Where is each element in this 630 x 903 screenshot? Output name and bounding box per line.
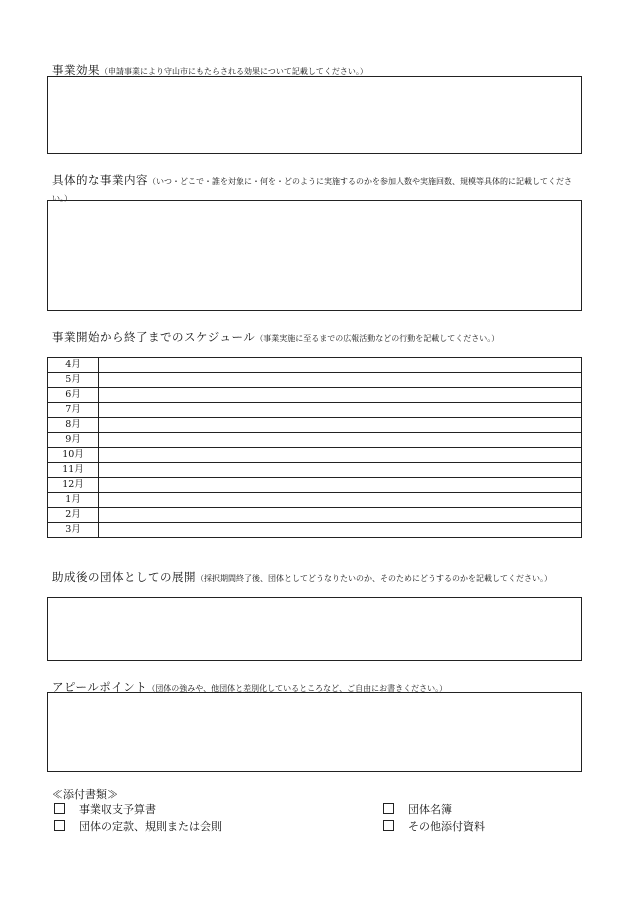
checkbox-icon[interactable]: [383, 803, 394, 814]
appeal-note: （団体の強みや、他団体と差別化しているところなど、ご自由にお書きください。）: [147, 684, 448, 693]
schedule-row: [48, 388, 582, 403]
checkbox-icon[interactable]: [54, 820, 65, 831]
future-input-box[interactable]: [47, 597, 582, 661]
schedule-row: [48, 463, 582, 478]
schedule-cell[interactable]: [99, 493, 582, 508]
schedule-row: [48, 418, 582, 433]
month-label: 3月: [48, 523, 99, 538]
schedule-cell[interactable]: [99, 433, 582, 448]
schedule-cell[interactable]: [99, 448, 582, 463]
schedule-row: [48, 508, 582, 523]
month-label: 7月: [48, 403, 99, 418]
month-label: 9月: [48, 433, 99, 448]
schedule-row: [48, 493, 582, 508]
month-label: 6月: [48, 388, 99, 403]
schedule-cell[interactable]: [99, 478, 582, 493]
attachment-label: 団体名簿: [408, 803, 452, 816]
content-note: （いつ・どこで・誰を対象に・何を・どのように実施するのかを参加人数や実施回数、規模等具体的に記載してください。）: [52, 177, 572, 203]
schedule-title: 事業開始から終了までのスケジュール: [52, 330, 256, 344]
schedule-cell[interactable]: [99, 373, 582, 388]
schedule-row: [48, 478, 582, 493]
content-title: 具体的な事業内容: [52, 173, 148, 187]
schedule-row: [48, 403, 582, 418]
attachments-title: ≪添付書類≫: [52, 788, 118, 801]
appeal-input-box[interactable]: [47, 692, 582, 772]
content-input-box[interactable]: [47, 200, 582, 311]
effect-note: （申請事業により守山市にもたらされる効果について記載してください。）: [100, 67, 368, 76]
schedule-row: [48, 358, 582, 373]
future-heading: [52, 569, 587, 586]
schedule-heading: [52, 329, 587, 346]
schedule-cell[interactable]: [99, 403, 582, 418]
appeal-title: アピールポイント: [52, 680, 148, 694]
attachment-item[interactable]: [54, 820, 222, 834]
attachment-item[interactable]: [383, 803, 452, 817]
schedule-row: [48, 433, 582, 448]
future-note: （採択期間終了後、団体としてどうなりたいのか、そのためにどうするのかを記載してください。）: [196, 574, 552, 583]
attachment-label: 事業収支予算書: [79, 803, 156, 816]
month-label: 5月: [48, 373, 99, 388]
attachment-label: その他添付資料: [408, 820, 485, 833]
schedule-note: （事業実施に至るまでの広報活動などの行動を記載してください。）: [255, 334, 500, 343]
schedule-cell[interactable]: [99, 388, 582, 403]
effect-title: 事業効果: [52, 63, 100, 77]
schedule-cell[interactable]: [99, 508, 582, 523]
month-label: 12月: [48, 478, 99, 493]
month-label: 1月: [48, 493, 99, 508]
checkbox-icon[interactable]: [383, 820, 394, 831]
schedule-row: [48, 523, 582, 538]
effect-input-box[interactable]: [47, 76, 582, 154]
month-label: 4月: [48, 358, 99, 373]
checkbox-icon[interactable]: [54, 803, 65, 814]
schedule-row: [48, 373, 582, 388]
month-label: 11月: [48, 463, 99, 478]
attachment-item[interactable]: [383, 820, 485, 834]
schedule-table: [47, 357, 582, 538]
month-label: 2月: [48, 508, 99, 523]
month-label: 10月: [48, 448, 99, 463]
month-label: 8月: [48, 418, 99, 433]
schedule-row: [48, 448, 582, 463]
schedule-cell[interactable]: [99, 463, 582, 478]
attachment-item[interactable]: [54, 803, 156, 817]
future-title: 助成後の団体としての展開: [52, 570, 196, 584]
schedule-cell[interactable]: [99, 358, 582, 373]
attachment-label: 団体の定款、規則または会則: [79, 820, 222, 833]
schedule-cell[interactable]: [99, 418, 582, 433]
schedule-cell[interactable]: [99, 523, 582, 538]
